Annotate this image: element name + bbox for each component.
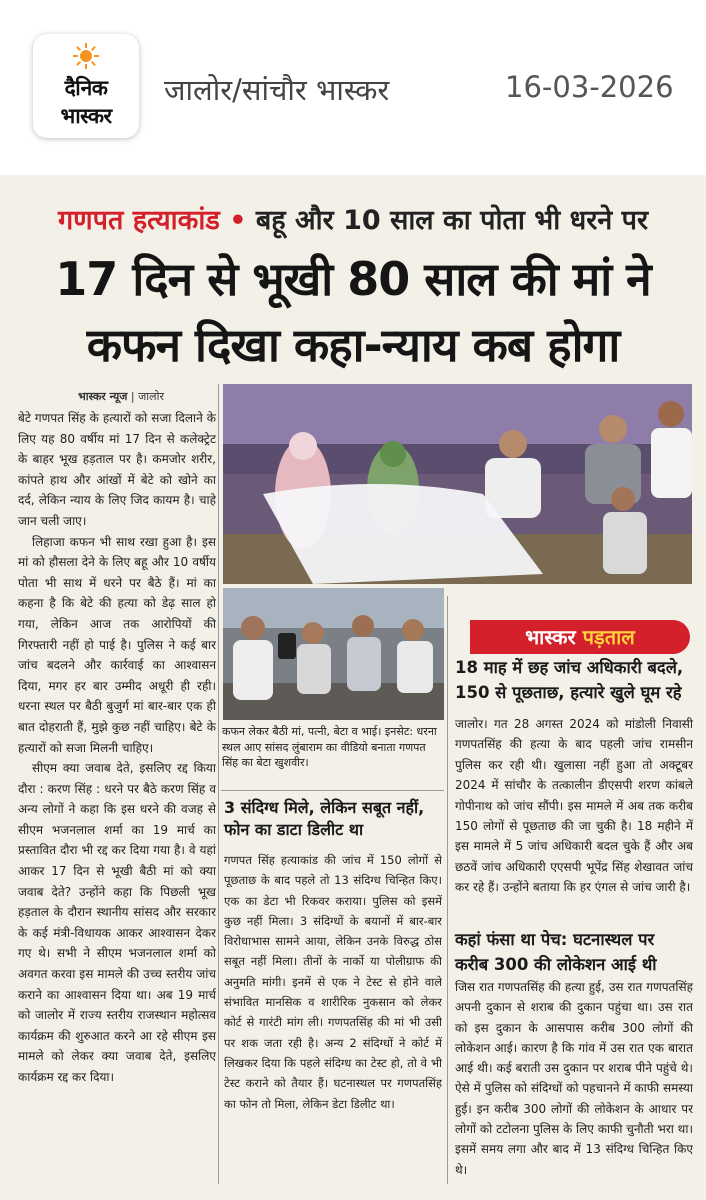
kicker-rest: बहू और 10 साल का पोता भी धरने पर [255, 205, 649, 236]
logo-text-line2: भास्कर [60, 104, 112, 128]
middle-column: गणपत सिंह हत्याकांड की जांच में 150 लोगों से पूछताछ के बाद पहले तो 13 संदिग्ध चिन्हित किए। एक का डेटा भी रिकवर कराया। पुलिस को इसमें कुछ नहीं मिला। 3 संदिग्धों के बयानों में बार-बार विरोधाभास सामने आया, लेकिन उनके विरुद्ध ठोस सबूत नहीं मिला। तीनों के नार्को या पोलीग्राफ की अनुमति मांगी। इनमें से एक ने टेस्ट से होने वाले संभावित मानसिक व शारीरिक नुकसान को लेकर कोर्ट से गारंटी मांग ली। गणपतसिंह की मां भी उसी पर शक जता रही है। अन्य 2 संदिग्धों ने कोर्ट में लिखकर दिया कि पहले संदिग्ध का टेस्ट हो, तो वे भी टेस्ट कराने को तैयार हैं। घटनास्थल पर गणपतसिंह का फोन तो मिला, लेकिन डेटा डिलीट था। [224, 853, 442, 1111]
kicker-topic: गणपत हत्याकांड [57, 205, 220, 236]
byline: भास्कर न्यूज | जालोर [78, 390, 164, 403]
inset-photo [223, 588, 444, 720]
middle-subheading: 3 संदिग्ध मिले, लेकिन सबूत नहीं, फोन का डाटा डिलीट था [224, 798, 425, 839]
byline-source: भास्कर न्यूज [78, 390, 128, 403]
bhaskar-padtaal-badge [470, 620, 690, 654]
app-header [0, 0, 706, 170]
divider [218, 384, 219, 1184]
right-subheading-2: कहां फंसा था पेच: घटनास्थल पर करीब 300 की लोकेशन आई थी [455, 930, 657, 974]
headline-line-1: 17 दिन से भूखी 80 साल की मां ने [55, 252, 651, 306]
edition-date: 16-03-2026 [505, 70, 674, 104]
badge-part1: भास्कर [525, 625, 576, 649]
sun-icon [73, 43, 99, 69]
photo-caption: कफन लेकर बैठी मां, पत्नी, बेटा व भाई। इनसेट: धरना स्थल आए सांसद लुंबाराम का वीडियो बनाता गणपत सिंह का बेटा खुशवीर। [222, 725, 437, 769]
left-paragraph: सीएम क्या जवाब देते, इसलिए रद्द किया दौरा : करण सिंह : धरने पर बैठे करण सिंह व अन्य लोगों ने कहा कि इस धरने की वजह से सीएम भजनलाल शर्मा का 19 मार्च का प्रस्तावित दौरा भी रद्द कर दिया गया है। वे यहां आकर 17 दिन से भूखी बैठी मां को क्या जवाब देते? उन्होंने कहा कि पिछली भूख हड़ताल के दौरान स्थानीय सांसद और सरकार के कई मंत्री-विधायक आकर आश्वासन देकर गए थे। सभी ने सीएम भजनलाल शर्मा को अवगत करवा इस मामले की उच्च स्तरीय जांच कराने का आश्वासन दिया था। अब 19 मार्च को जालोर में राज्य स्तरीय राजस्थान महोत्सव कार्यक्रम की शुरुआत करने आ रहे सीएम इस मामले को लेकर क्या जवाब देते, इसलिए कार्यक्रम रद्द कर दिया। [18, 761, 216, 1084]
right-column-1: जालोर। गत 28 अगस्त 2024 को मांडोली निवासी गणपतसिंह की हत्या के बाद पहली जांच रामसीन पुलिस कर रही थी। खुलासा नहीं हुआ तो अक्टूबर 2024 में सांचौर के तत्कालीन डीएसपी शरण कांबले गोपीनाथ को जांच सौंपी। इस मामले में अब तक करीब 150 लोगों से पूछताछ की जा चुकी है। 18 महीने में इस मामले में 5 जांच अधिकारी बदल चुके हैं और अब छठवें जांच अधिकारी एएसपी भूपेंद्र सिंह शेखावत जांच कर रहे हैं। उन्होंने बताया कि हर एंगल से जांच जारी है। [455, 717, 693, 895]
right-column-2: जिस रात गणपतसिंह की हत्या हुई, उस रात गणपतसिंह अपनी दुकान से शराब की दुकान पहुंचा था। उस रात को इस दुकान के आसपास करीब 300 लोगों की लोकेशन आई। कारण है कि गांव में उस रात एक बारात आई थी। कई बराती उस दुकान पर शराब पीने पहुंचे थे। ऐसे में पुलिस को संदिग्धों को पहचानने में काफी समस्या हुई। इन करीब 300 लोगों की लोकेशन के आधार पर लोगों को टटोलना पुलिस के लिए काफी चुनौती भरा था। इसमें समय लगा और बाद में 13 संदिग्ध चिन्हित किए थे। [455, 980, 693, 1177]
kicker [0, 200, 706, 237]
right-subheading-1: 18 माह में छह जांच अधिकारी बदले, 150 से पूछताछ, हत्यारे खुले घूम रहे [455, 658, 684, 702]
protest-photo [223, 384, 692, 584]
left-paragraph: लिहाजा कफन भी साथ रखा हुआ है। इस मां को हौसला देने के लिए बहू और 10 वर्षीय पोता भी साथ में धरने पर बैठे हैं। मां का कहना है कि बेटे की हत्या को डेढ़ साल हो गया, लेकिन आज तक आरोपियों की गिरफ्तारी नहीं हो पाई है। पुलिस ने कई बार जांच बदलने और कार्रवाई का आश्वासन दिया, मगर हर बार उम्मीद अधूरी ही रही। धरना स्थल पर बैठी बुजुर्ग मां बार-बार एक ही बात दोहराती हैं, मुझे कुछ नहीं चाहिए। बेटे के हत्यारों को सजा मिलनी चाहिए। [18, 534, 216, 755]
left-paragraph: बेटे गणपत सिंह के हत्यारों को सजा दिलाने के लिए यह 80 वर्षीय मां 17 दिन से कलेक्ट्रेट के बाहर भूख हड़ताल पर है। कमजोर शरीर, कांपते हाथ और आंखों में बेटे को खोने का दर्द, लेकिन न्याय के लिए जिद कायम है। चाहे जान चली जाए। [18, 411, 216, 528]
byline-place: जालोर [138, 390, 164, 403]
divider [221, 790, 444, 791]
headline-line-2: कफन दिखा कहा-न्याय कब होगा [86, 318, 620, 372]
left-column [18, 408, 216, 1178]
logo-text-line1: दैनिक [64, 76, 108, 100]
badge-part2: पड़ताल [582, 625, 635, 649]
edition-title: जालोर/सांचौर भास्कर [164, 73, 390, 107]
divider [447, 596, 448, 1184]
dainik-bhaskar-logo[interactable] [33, 34, 139, 138]
kicker-bullet: • [229, 205, 247, 236]
